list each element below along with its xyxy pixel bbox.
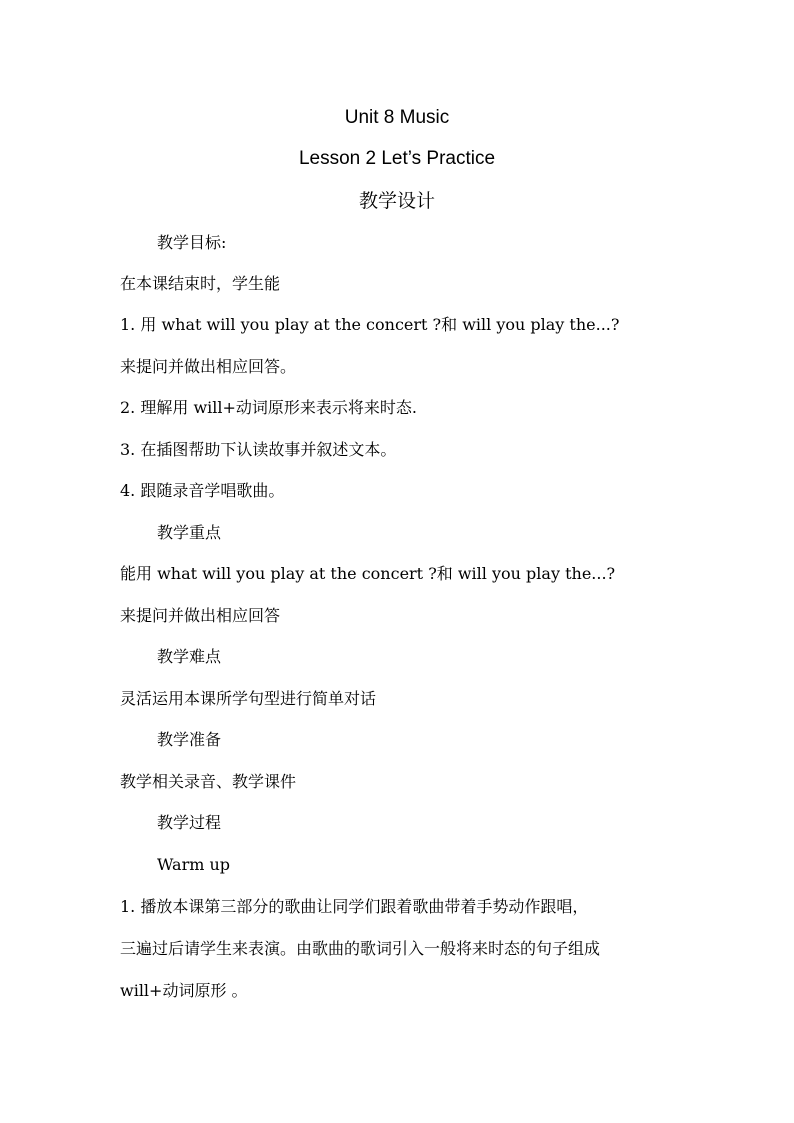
process-1-line-3: will+动词原形 。 [120,981,248,1000]
process-1-line-1: 1. 播放本课第三部分的歌曲让同学们跟着歌曲带着手势动作跟唱， [120,897,589,916]
difficulty-text: 灵活运用本课所学句型进行简单对话 [120,689,377,708]
key-points-line-2: 来提问并做出相应回答 [120,606,281,625]
objective-3: 3. 在插图帮助下认读故事并叙述文本。 [120,440,397,459]
objectives-heading: 教学目标: [157,233,227,252]
difficulty-heading: 教学难点 [157,647,222,666]
objective-1-line-2: 来提问并做出相应回答。 [120,357,297,376]
preparation-heading: 教学准备 [157,730,222,749]
warmup-heading: Warm up [157,855,231,874]
objective-1-line-1: 1. 用 what will you play at the concert ?和 will you play the...? [120,315,620,334]
lesson-title: Lesson 2 Let’s Practice [298,148,496,169]
objective-2: 2. 理解用 will+动词原形来表示将来时态. [120,398,417,417]
process-1-line-2: 三遍过后请学生来表演。由歌曲的歌词引入一般将来时态的句子组成 [120,939,601,958]
objectives-intro: 在本课结束时，学生能 [120,274,281,293]
preparation-text: 教学相关录音、教学课件 [120,772,297,791]
unit-title: Unit 8 Music [344,107,450,128]
design-title: 教学设计 [358,191,435,212]
key-points-line-1: 能用 what will you play at the concert ?和 will you play the...? [120,564,616,583]
key-points-heading: 教学重点 [157,523,222,542]
process-heading: 教学过程 [157,813,222,832]
objective-4: 4. 跟随录音学唱歌曲。 [120,481,285,500]
